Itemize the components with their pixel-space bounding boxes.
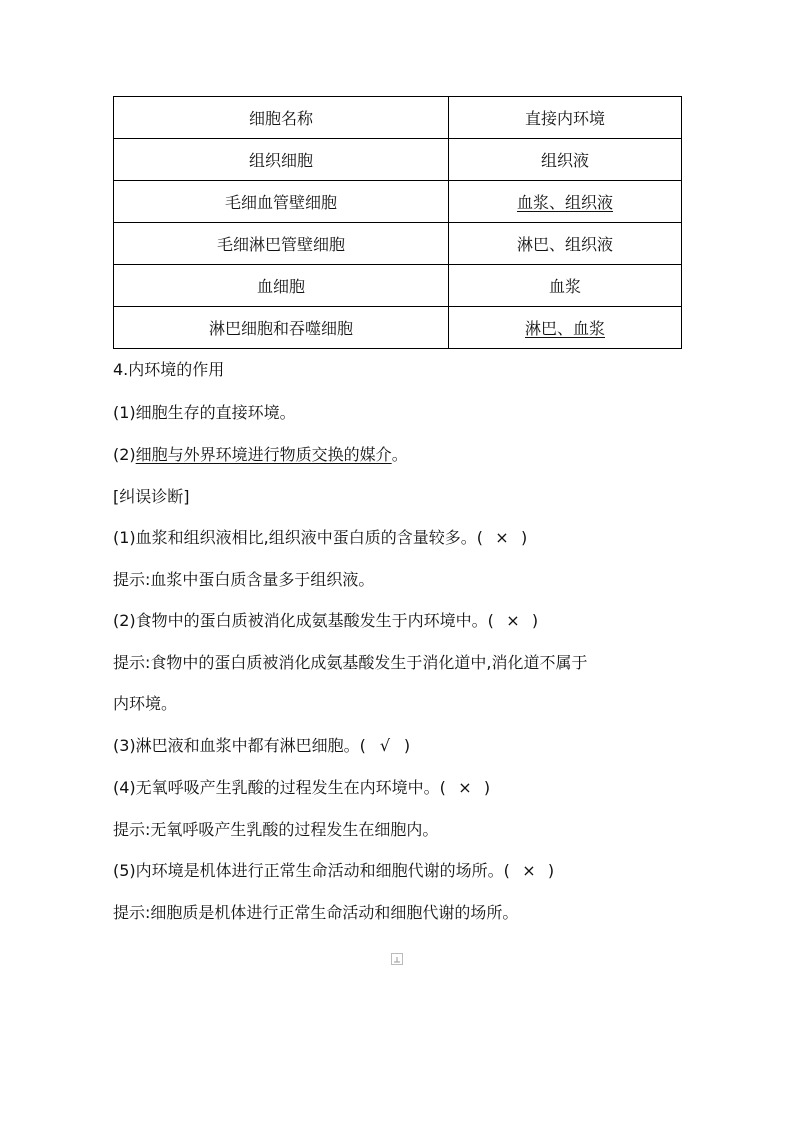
hint-4: 提示:无氧呼吸产生乳酸的过程发生在细胞内。	[113, 820, 439, 839]
hint-2-line-2: 内环境。	[113, 694, 178, 713]
cell-name: 淋巴细胞和吞噬细胞	[114, 307, 449, 349]
check-mark: √	[379, 736, 391, 755]
environment-name	[449, 307, 682, 349]
table-row	[114, 307, 682, 349]
question-2: (2)食物中的蛋白质被消化成氨基酸发生于内环境中。( × )	[113, 611, 539, 630]
table-header-row	[114, 97, 682, 139]
question-4: (4)无氧呼吸产生乳酸的过程发生在内环境中。( × )	[113, 778, 491, 797]
hint-2-line-1: 提示:食物中的蛋白质被消化成氨基酸发生于消化道中,消化道不属于	[113, 653, 588, 672]
cross-mark: ×	[506, 611, 520, 630]
cell-name: 血细胞	[114, 265, 449, 307]
question-1: (1)血浆和组织液相比,组织液中蛋白质的含量较多。( × )	[113, 528, 528, 547]
underlined-answer: 血浆、组织液	[516, 193, 613, 212]
question-3: (3)淋巴液和血浆中都有淋巴细胞。( √ )	[113, 736, 411, 755]
cross-mark: ×	[522, 861, 536, 880]
image-placeholder-icon	[391, 953, 403, 965]
table-row	[114, 265, 682, 307]
table-row	[114, 181, 682, 223]
cross-mark: ×	[495, 528, 509, 547]
cross-mark: ×	[458, 778, 472, 797]
function-item-2: (2)细胞与外界环境进行物质交换的媒介。	[113, 445, 408, 464]
image-placeholder-glyph	[392, 954, 402, 964]
cell-name: 毛细淋巴管壁细胞	[114, 223, 449, 265]
underlined-answer: 细胞与外界环境进行物质交换的媒介	[135, 445, 392, 464]
diagnosis-heading: [纠误诊断]	[113, 487, 190, 506]
table-row	[114, 223, 682, 265]
table-row	[114, 139, 682, 181]
environment-name	[449, 181, 682, 223]
function-item-1: (1)细胞生存的直接环境。	[113, 403, 296, 422]
underlined-answer: 淋巴、血浆	[524, 319, 605, 338]
cell-environment-table	[113, 96, 682, 349]
table-header-cell: 直接内环境	[449, 97, 682, 139]
table-header-cell: 细胞名称	[114, 97, 449, 139]
environment-name: 血浆	[449, 265, 682, 307]
cell-name: 组织细胞	[114, 139, 449, 181]
environment-name: 组织液	[449, 139, 682, 181]
section-title: 4.内环境的作用	[113, 360, 225, 379]
question-5: (5)内环境是机体进行正常生命活动和细胞代谢的场所。( × )	[113, 861, 555, 880]
hint-5: 提示:细胞质是机体进行正常生命活动和细胞代谢的场所。	[113, 903, 519, 922]
cell-name: 毛细血管壁细胞	[114, 181, 449, 223]
hint-1: 提示:血浆中蛋白质含量多于组织液。	[113, 570, 375, 589]
environment-name: 淋巴、组织液	[449, 223, 682, 265]
